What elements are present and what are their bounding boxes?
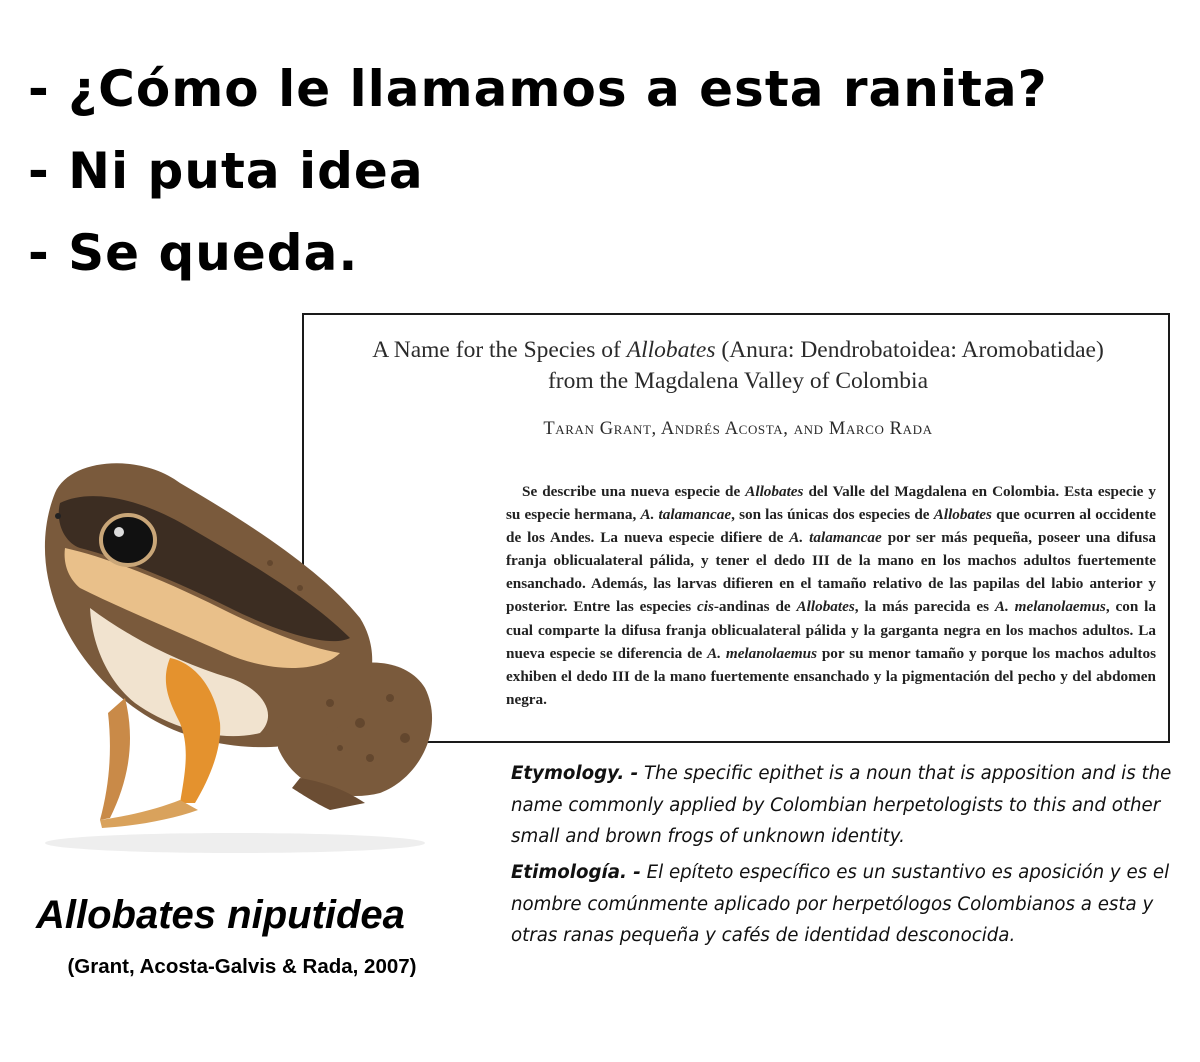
frog-photo: [30, 448, 450, 868]
paper-authors: Taran Grant, Andrés Acosta, and Marco Rada: [543, 419, 933, 439]
etymology-spanish: [511, 857, 1173, 952]
meme-dialogue: [28, 48, 1048, 294]
paper-title-genus: Allobates: [626, 337, 716, 363]
abstract-segment: del Valle del Magdalena en Colombia. Esta especie y su especie hermana,: [506, 483, 1156, 524]
etymology-english: [511, 758, 1173, 853]
abstract-segment: que ocurren al occidente de los Andes. La nueva especie difiere de: [506, 506, 1156, 547]
paper-title: [304, 335, 1172, 397]
paper-title-line2: from the Magdalena Valley of Colombia: [547, 368, 929, 394]
etymology-es-text: El epíteto específico es un sustantivo es aposición y es el nombre comúnmente aplicado por herpetólogos Colombianos a esta y otras ranas pequeña y cafés de identidad desconocida.: [511, 862, 1170, 946]
abstract-segment: cis: [697, 598, 714, 616]
frog-nostril: [55, 513, 61, 519]
etymology-en-text: The specific epithet is a noun that is apposition and is the name commonly applied by Colombian herpetologists to this and other small and brown frogs of unknown identity.: [511, 763, 1172, 847]
abstract-segment: Allobates: [933, 506, 992, 524]
species-name: Allobates niputidea: [36, 893, 405, 937]
dialogue-line-2: - Ni puta idea: [28, 142, 424, 200]
abstract-segment: Allobates: [796, 598, 855, 616]
etymology-en-label: Etymology. -: [511, 763, 639, 784]
abstract-segment: , con la cual comparte la difusa franja oblicualateral pálida y la garganta negra en los machos adultos. La nueva especie se diferencia de: [506, 598, 1156, 662]
abstract-segment: A. talamancae: [640, 506, 732, 524]
paper-abstract: [506, 480, 1156, 711]
abstract-segment: A. talamancae: [789, 529, 882, 547]
paper-title-pre: A Name for the Species of: [372, 337, 627, 363]
abstract-segment: Allobates: [745, 483, 804, 500]
dialogue-line-1: - ¿Cómo le llamamos a esta ranita?: [28, 60, 1048, 118]
frog-eye-glint: [114, 527, 124, 537]
abstract-segment: , la más parecida es: [854, 598, 995, 616]
dialogue-line-3: - Se queda.: [28, 224, 359, 282]
abstract-segment: A. melanolaemus: [994, 598, 1106, 616]
abstract-segment: por su menor tamaño y porque los machos adultos exhiben el dedo III de la mano fuertemente ensanchado y la pigmentación del pecho y del abdomen negra.: [506, 644, 1156, 708]
paper-title-post: (Anura: Dendrobatoidea: Aromobatidae): [715, 337, 1104, 363]
abstract-segment: Se describe una nueva especie de: [522, 483, 746, 500]
species-authority: (Grant, Acosta-Galvis & Rada, 2007): [67, 955, 417, 978]
abstract-segment: por ser más pequeña, poseer una difusa franja oblicualateral pálida, y tener el dedo III de la mano en los machos adultos fuertemente ensanchado. Además, las larvas difieren en el tamaño relativo de las papilas del labio anterior y posterior. Entre las especies: [506, 529, 1157, 616]
abstract-segment: -andinas de: [713, 598, 797, 616]
abstract-segment: , son las únicas dos especies de: [731, 506, 934, 524]
etymology-es-label: Etimología. -: [511, 862, 641, 883]
abstract-segment: A. melanolaemus: [707, 644, 818, 662]
frog-back-leg: [100, 698, 130, 820]
frog-shadow: [45, 833, 425, 853]
